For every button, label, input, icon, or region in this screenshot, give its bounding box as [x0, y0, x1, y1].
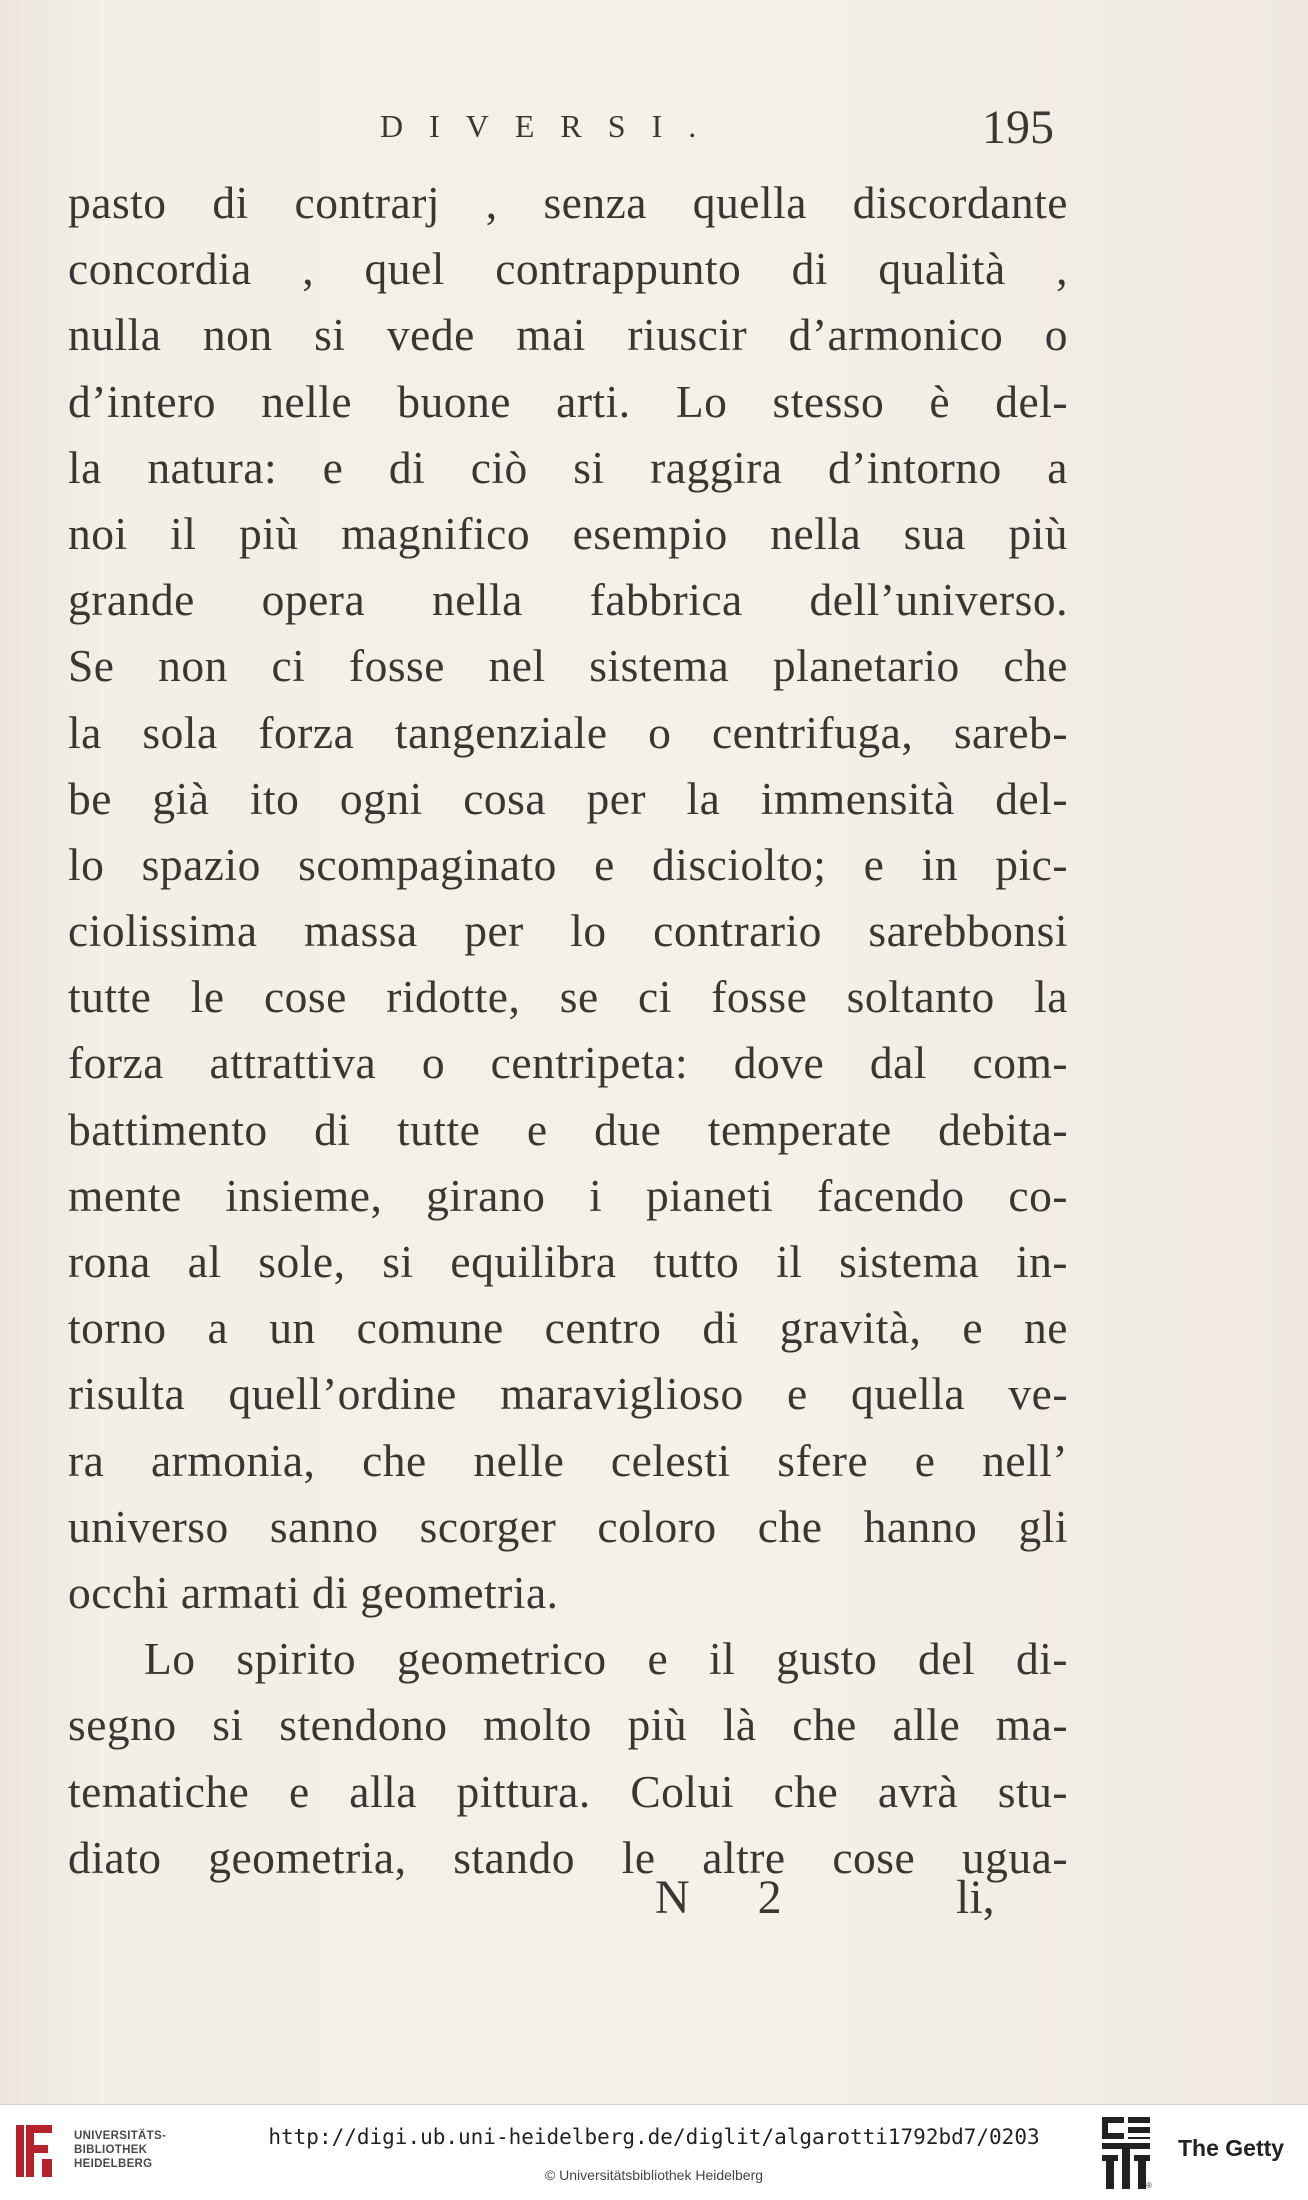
permalink-url[interactable]: http://digi.ub.uni-heidelberg.de/diglit/algarotti1792bd7/0203	[268, 2125, 1040, 2149]
library-name: UNIVERSITÄTS- BIBLIOTHEK HEIDELBERG	[74, 2130, 167, 2170]
text-line: ciolissima massa per lo contrario sarebbonsi	[68, 905, 1068, 957]
text-line: risulta quell’ordine maraviglioso e quella ve-	[68, 1368, 1068, 1420]
text-line: tematiche e alla pittura. Colui che avrà stu-	[68, 1765, 1068, 1817]
catchword: li,	[956, 1871, 995, 1924]
text-line: la sola forza tangenziale o centrifuga, sareb-	[68, 706, 1068, 758]
text-line: diato geometria, stando le altre cose ugua-	[68, 1831, 1068, 1883]
text-line: mente insieme, girano i pianeti facendo co-	[68, 1169, 1068, 1221]
viewer-footer	[0, 2104, 1308, 2200]
text-line: tutte le cose ridotte, se ci fosse soltanto la	[68, 971, 1068, 1023]
text-line: occhi armati di geometria.	[68, 1566, 559, 1618]
text-line: nulla non si vede mai riuscir d’armonico o	[68, 309, 1068, 361]
text-line: noi il più magnifico esempio nella sua più	[68, 507, 1068, 559]
copyright-notice: © Universitätsbibliothek Heidelberg	[544, 2167, 764, 2183]
running-head: DIVERSI.	[380, 108, 723, 144]
text-line: rona al sole, si equilibra tutto il sistema in-	[68, 1236, 1068, 1287]
paragraph-first-line: Lo spirito geometrico e il gusto del di-	[144, 1633, 1068, 1685]
text-line: concordia , quel contrappunto di qualità ,	[68, 243, 1068, 295]
body-text	[68, 170, 1068, 1891]
text-line: la natura: e di ciò si raggira d’intorno a	[68, 441, 1068, 493]
text-line: grande opera nella fabbrica dell’universo.	[68, 574, 1068, 626]
text-line: ra armonia, che nelle celesti sfere e nell’	[68, 1434, 1068, 1486]
page-foot	[0, 1870, 1308, 1940]
page-number: 195	[982, 101, 1054, 154]
text-line: lo spazio scompaginato e disciolto; e in pic-	[68, 838, 1068, 890]
text-line: battimento di tutte e due temperate debita-	[68, 1103, 1068, 1155]
text-line: segno si stendono molto più là che alle ma-	[68, 1699, 1068, 1751]
registered-mark: ®	[1146, 2181, 1152, 2190]
text-line: be già ito ogni cosa per la immensità del-	[68, 772, 1068, 824]
text-line: forza attrattiva o centripeta: dove dal com-	[68, 1037, 1068, 1089]
text-line: d’intero nelle buone arti. Lo stesso è del-	[68, 375, 1068, 427]
text-line: universo sanno scorger coloro che hanno gli	[68, 1500, 1068, 1552]
getty-logo-icon	[1100, 2115, 1152, 2191]
text-line: Se non ci fosse nel sistema planetario che	[68, 640, 1068, 692]
text-line: torno a un comune centro di gravità, e ne	[68, 1302, 1068, 1354]
text-line: pasto di contrarj , senza quella discordante	[68, 177, 1068, 228]
signature-mark: N 2	[655, 1871, 810, 1924]
getty-name: The Getty	[1178, 2135, 1285, 2161]
